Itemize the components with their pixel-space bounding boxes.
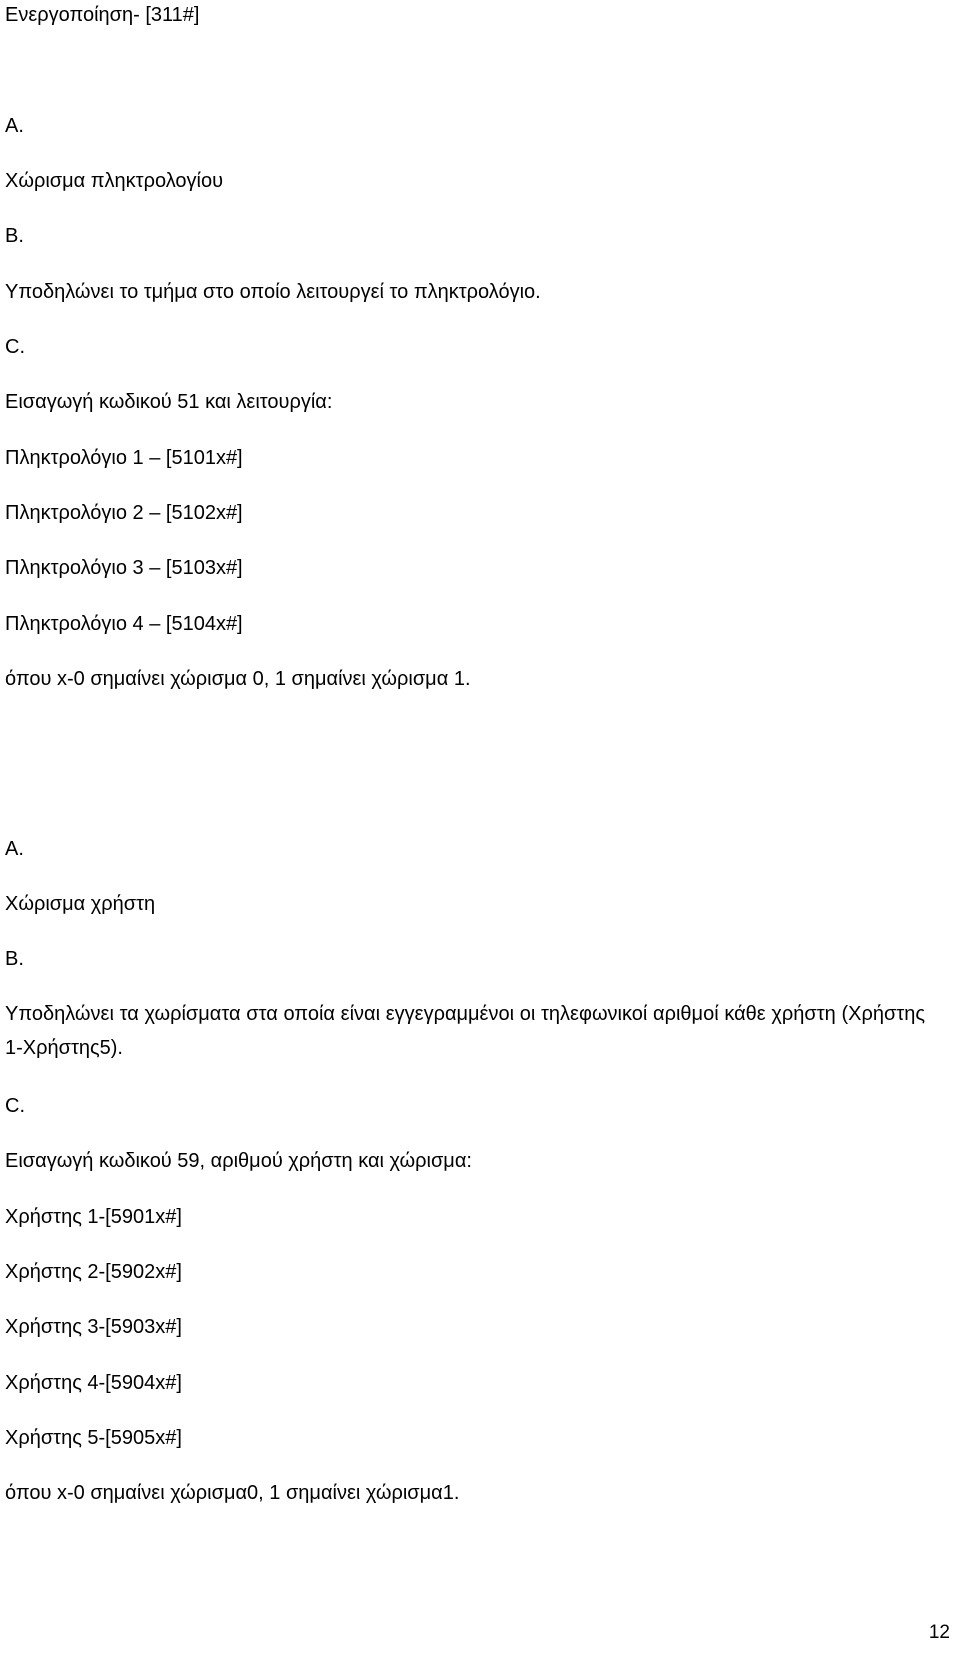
user-code-item: Χρήστης 2-[5902x#] <box>5 1261 182 1283</box>
section-b-label: B. <box>5 225 24 247</box>
section-b-label: B. <box>5 948 24 970</box>
section-b-description: Υποδηλώνει τα χωρίσματα στα οποία είναι εγγεγραμμένοι οι τηλεφωνικοί αριθμοί κάθε χρήστη (Χρήστης 1-Χρήστης5). <box>5 1003 925 1059</box>
user-code-item: Χρήστης 1-[5901x#] <box>5 1206 182 1228</box>
keyboard-code-item: Πληκτρολόγιο 2 – [5102x#] <box>5 502 243 524</box>
keyboard-code-item: Πληκτρολόγιο 1 – [5101x#] <box>5 447 243 469</box>
partition-note: όπου x-0 σημαίνει χώρισμα 0, 1 σημαίνει χώρισμα 1. <box>5 668 471 690</box>
section-c-label: C. <box>5 336 25 358</box>
section-a-label: A. <box>5 838 24 860</box>
user-code-item: Χρήστης 3-[5903x#] <box>5 1316 182 1338</box>
section-c-intro: Εισαγωγή κωδικού 59, αριθμού χρήστη και χώρισμα: <box>5 1150 472 1172</box>
user-code-item: Χρήστης 4-[5904x#] <box>5 1372 182 1394</box>
section-b-description: Υποδηλώνει το τμήμα στο οποίο λειτουργεί το πληκτρολόγιο. <box>5 281 541 303</box>
activation-heading: Ενεργοποίηση- [311#] <box>5 4 200 26</box>
section-c-label: C. <box>5 1095 25 1117</box>
section-a-title: Χώρισμα χρήστη <box>5 893 156 915</box>
keyboard-code-item: Πληκτρολόγιο 3 – [5103x#] <box>5 557 243 579</box>
user-code-item: Χρήστης 5-[5905x#] <box>5 1427 182 1449</box>
partition-note: όπου x-0 σημαίνει χώρισμα0, 1 σημαίνει χώρισμα1. <box>5 1482 460 1504</box>
section-a-label: A. <box>5 115 24 137</box>
section-a-title: Χώρισμα πληκτρολογίου <box>5 170 224 192</box>
page-number: 12 <box>928 1622 950 1643</box>
section-c-intro: Εισαγωγή κωδικού 51 και λειτουργία: <box>5 391 333 413</box>
keyboard-code-item: Πληκτρολόγιο 4 – [5104x#] <box>5 613 243 635</box>
